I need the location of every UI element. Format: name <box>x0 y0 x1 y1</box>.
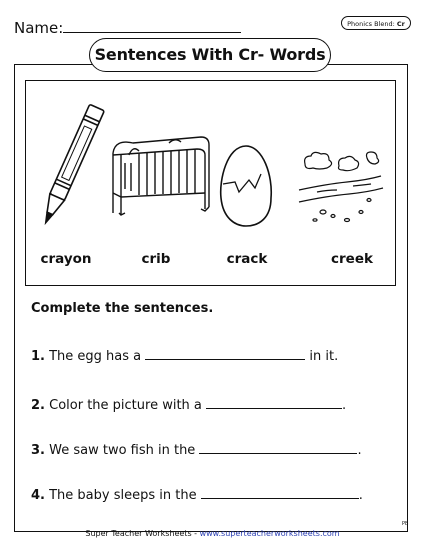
crib-icon <box>109 133 213 217</box>
answer-blank[interactable] <box>206 397 342 409</box>
sentence-number: 4. <box>31 488 45 503</box>
footer-site-name: Super Teacher Worksheets <box>85 529 192 538</box>
sentence-4 <box>31 487 363 503</box>
sentence-number: 1. <box>31 349 45 364</box>
word-crayon: crayon <box>40 251 92 267</box>
sentence-text: Color the picture with a <box>44 398 207 413</box>
sentence-number: 3. <box>31 443 45 458</box>
topic-blend: Cr <box>396 20 405 28</box>
sentence-2 <box>31 397 346 413</box>
sentence-text-after: in it. <box>309 349 339 364</box>
word-creek: creek <box>331 251 373 267</box>
sentence-text: The egg has a <box>44 349 146 364</box>
cracked-egg-icon <box>215 140 277 230</box>
sentence-text-after: . <box>357 443 362 458</box>
sentence-1 <box>31 348 338 364</box>
sentence-text-after: . <box>342 398 347 413</box>
page-code: PB <box>402 521 409 527</box>
instructions: Complete the sentences. <box>31 301 214 316</box>
name-line[interactable] <box>63 32 241 33</box>
sentence-text: The baby sleeps in the <box>44 488 201 503</box>
sentence-text-after: . <box>358 488 363 503</box>
footer-separator: - <box>191 529 200 538</box>
topic-prefix: Phonics Blend: <box>347 20 395 28</box>
worksheet-title: Sentences With Cr- Words <box>89 38 331 72</box>
topic-badge <box>341 16 411 30</box>
sentence-text: We saw two fish in the <box>44 443 200 458</box>
footer <box>0 529 425 538</box>
answer-blank[interactable] <box>201 487 359 499</box>
answer-blank[interactable] <box>199 442 357 454</box>
name-label: Name: <box>14 19 64 37</box>
sentence-3 <box>31 442 362 458</box>
sentence-number: 2. <box>31 398 45 413</box>
answer-blank[interactable] <box>145 348 305 360</box>
word-crack: crack <box>226 251 268 267</box>
creek-icon <box>297 150 385 234</box>
footer-url[interactable]: www.superteacherworksheets.com <box>199 529 340 538</box>
word-crib: crib <box>141 251 171 267</box>
crayon-icon <box>36 96 106 236</box>
